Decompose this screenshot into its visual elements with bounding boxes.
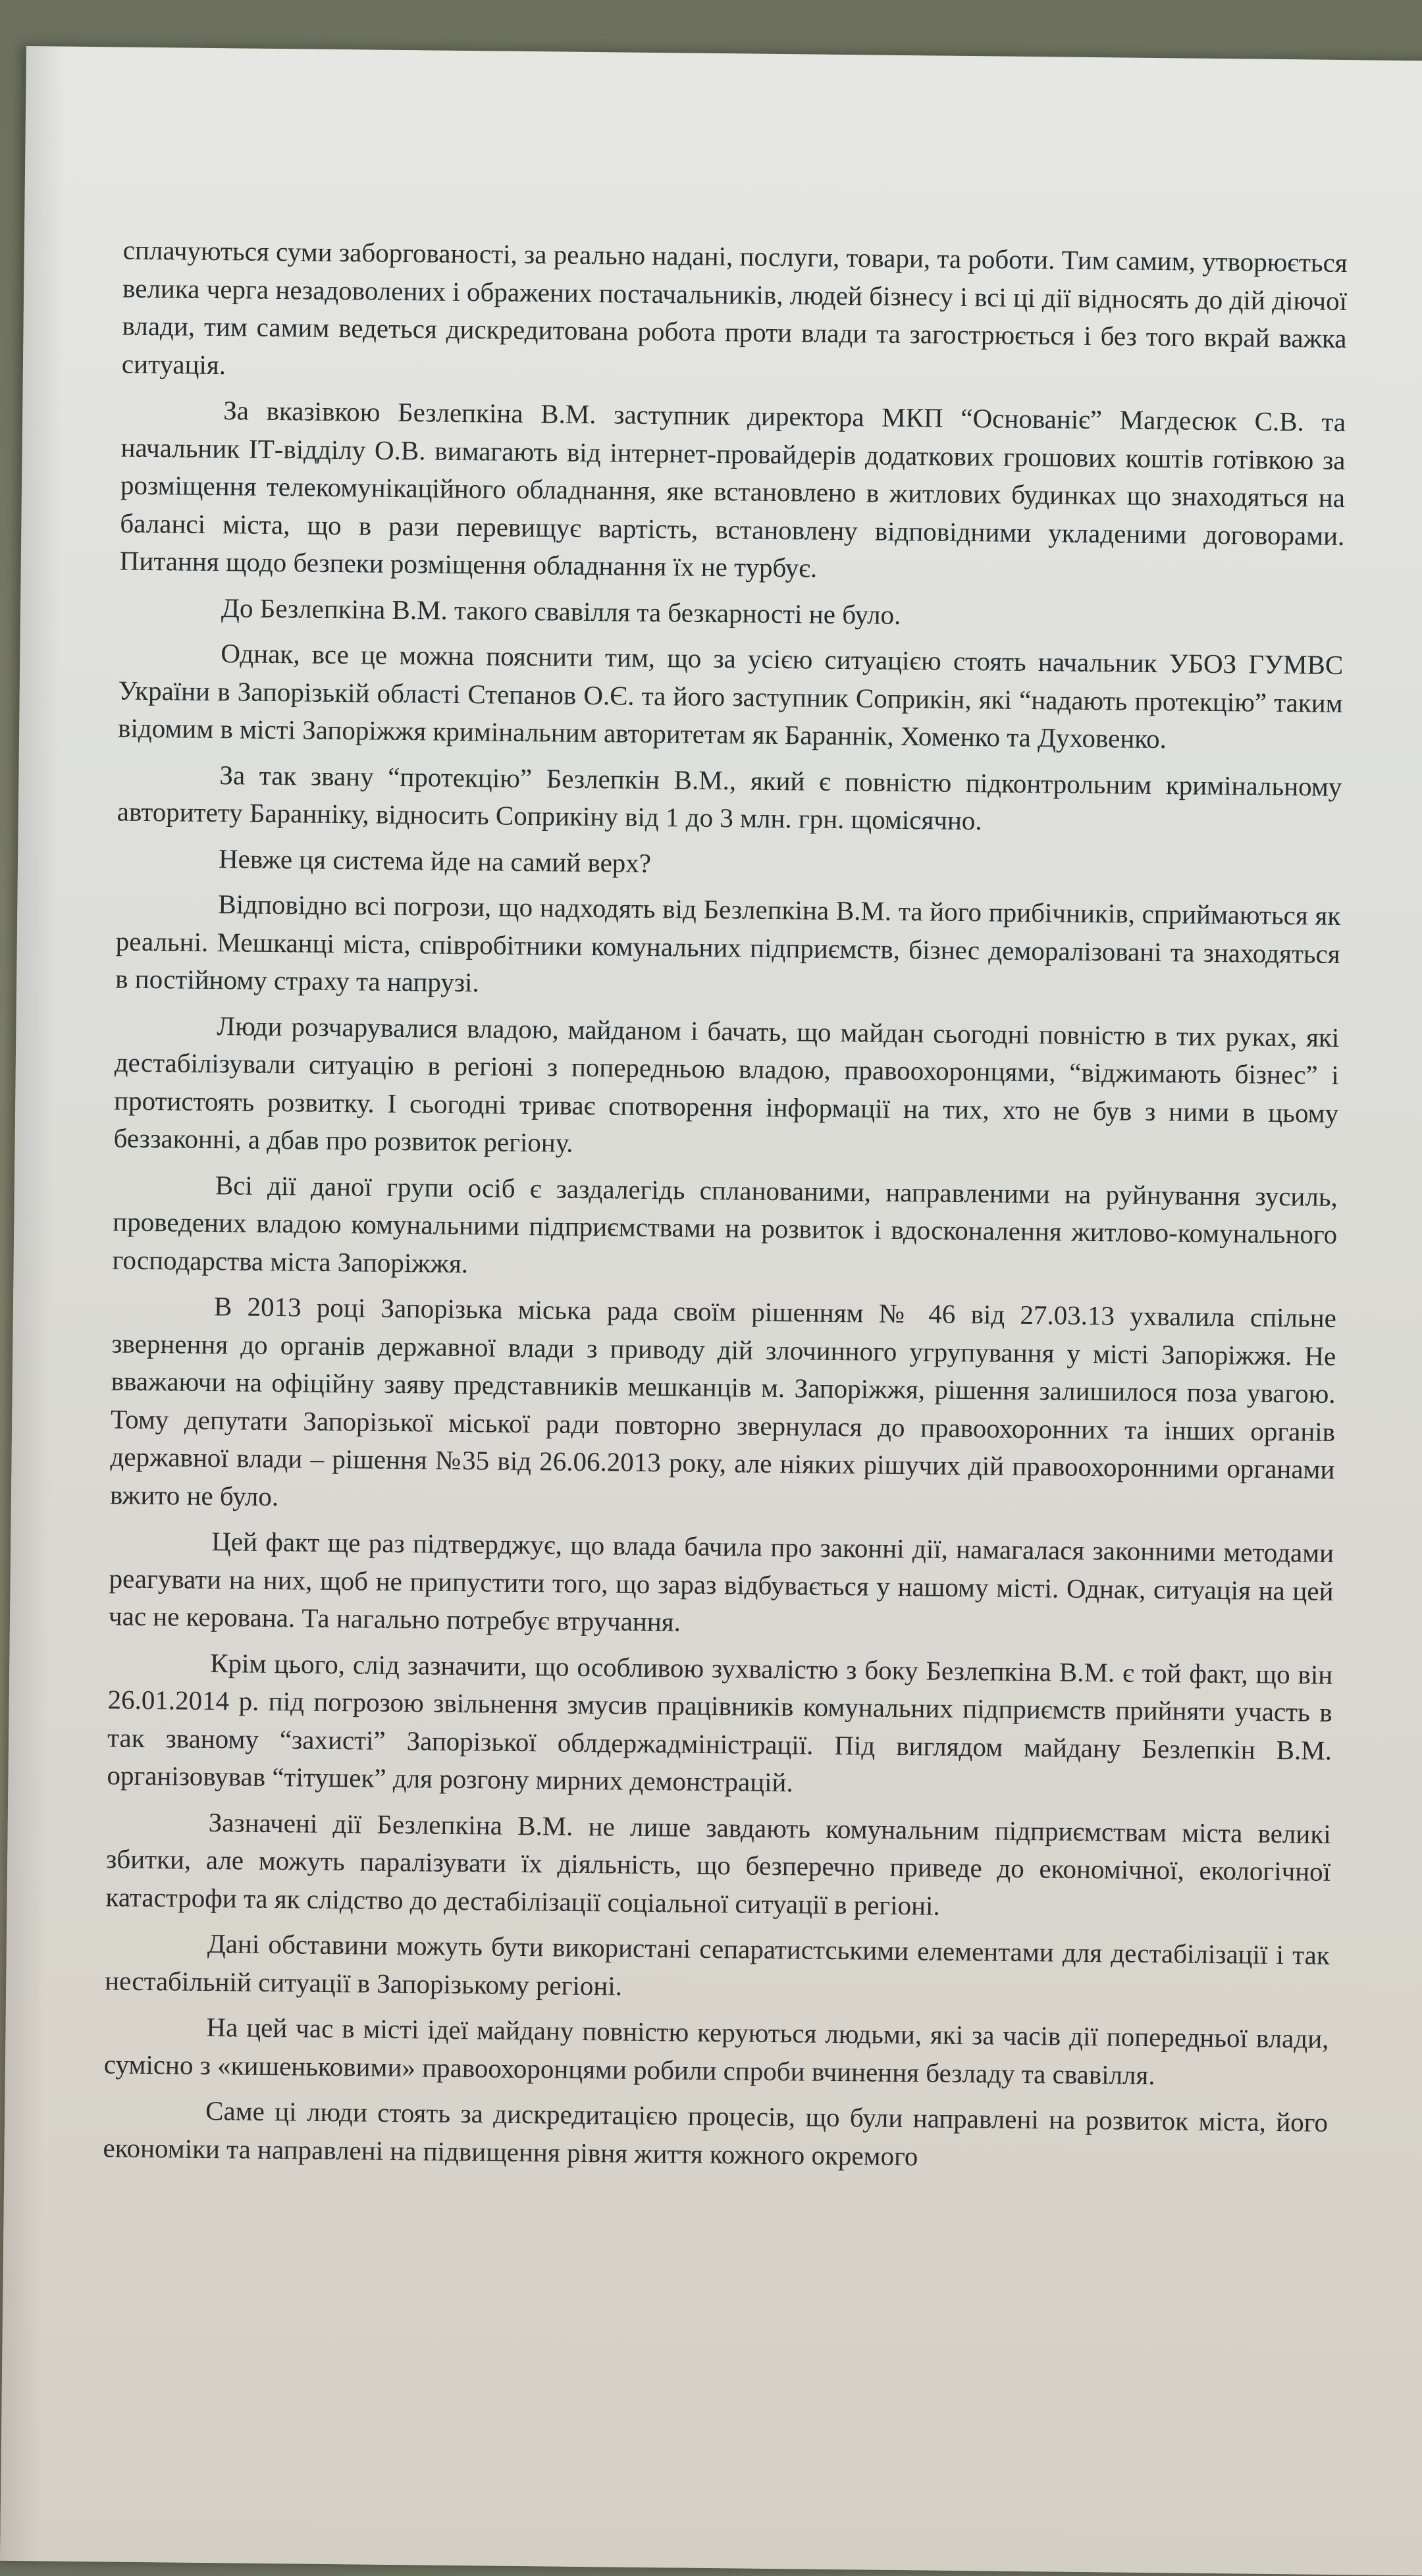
paragraph-2: За вказівкою Безлепкіна В.М. заступник директора МКП “Основаніє” Магдесюк С.В. та начальник ІТ-відділу О.В. вимагають від інтернет-провайдерів додаткових грошових коштів готівкою за розміщення телекомунікаційного обладнання, яке встановлено в житлових будинках що знаходяться на балансі міста, що в рази перевищує вартість, встановлену відповідними укладеними договорами. Питання щодо безпеки розміщення обладнання їх не турбує. [119, 395, 1346, 583]
paragraph-8: Люди розчарувалися владою, майданом і бачать, що майдан сьогодні повністю в тих руках, які дестабілізували ситуацію в регіоні з попередньою владою, правоохоронцями, “віджимають бізнес” і протистоять розвитку. І сьогодні триває спотворення інформації на тих, хто не був з ними в цьому беззаконні, а дбав про розвиток регіону. [113, 1010, 1340, 1158]
letter-body [103, 232, 1348, 2188]
paragraph-1: сплачуються суми заборгованості, за реально надані, послуги, товари, та роботи. Тим самим, утворюється велика черга незадоволених і ображених постачальників, людей бізнесу і всі ці дії відносять до дій діючої влади, тим самим ведеться дискредитована робота проти влади та загострюється і без того вкрай важка ситуація. [121, 234, 1348, 380]
paragraph-16: Саме ці люди стоять за дискредитацією процесів, що були направлені на розвиток міста, його економіки та направлені на підвищення рівня життя кожного окремого [103, 2095, 1329, 2171]
paragraph-15: На цей час в місті ідеї майдану повністю керуються людьми, які за часів дії попередньої влади, сумісно з «кишеньковими» правоохоронцями робили спроби вчинення безладу та свавілля. [103, 2012, 1329, 2090]
paragraph-11: Цей факт ще раз підтверджує, що влада бачила про законні дії, намагалася законними методами реагувати на них, щоб не припустити того, що зараз відбувається у нашому місті. Однак, ситуація на цей час не керована. Та нагально потребує втручання. [108, 1526, 1334, 1637]
paragraph-10: В 2013 році Запорізька міська рада своїм рішенням № 46 від 27.03.13 ухвалила спільне звернення до органів державної влади з приводу дій злочинного угрупування у місті Запоріжжя. Не вважаючи на офіційну заяву представників мешканців м. Запоріжжя, рішення залишилося поза увагою. Тому депутати Запорізької міської ради повторно звернулася до правоохоронних та інших органів державної влади – рішення №35 від 26.06.2013 року, але ніяких рішучих дій правоохоронними органами вжито не було. [109, 1291, 1337, 1511]
paragraph-9: Всі дії даної групи осіб є заздалегідь спланованими, направленими на руйнування зусиль, проведених владою комунальними підприємствами на розвиток і вдосконалення житлово-комунального господарства міста Запоріжжя. [112, 1169, 1338, 1278]
paper-sheet [0, 46, 1422, 2576]
paragraph-5: За так звану “протекцію” Безлепкін В.М., який є повністю підконтрольним кримінальному авторитету Баранніку, відносить Соприкіну від 1 до 3 млн. грн. щомісячно. [117, 759, 1342, 836]
paragraph-7: Відповідно всі погрози, що надходять від Безлепкіна В.М. та його прибічників, сприймаються як реальні. Мешканці міста, співробітники комунальних підприємств, бізнес деморалізовані та знаходяться в постійному страху та напрузі. [115, 889, 1341, 998]
paragraph-6: Невже ця система йде на самий верх? [218, 843, 652, 878]
paragraph-4: Однак, все це можна пояснити тим, що за усією ситуацією стоять начальник УБОЗ ГУМВС України в Запорізькій області Степанов О.Є. та його заступник Соприкін, які “надають протекцію” таким відомим в місті Запоріжжя кримінальним авторитетам як Бараннік, Хоменко та Духовенко. [117, 638, 1344, 754]
page-shadow [0, 46, 66, 2561]
paragraph-3: До Безлепкіна В.М. такого свавілля та безкарності не було. [221, 592, 901, 630]
paragraph-13: Зазначені дії Безлепкіна В.М. не лише завдають комунальним підприємствам міста великі збитки, але можуть паралізувати їх діяльність, що безперечно приведе до економічної, екологічної катастрофи та як слідство до дестабілізації соціальної ситуації в регіоні. [105, 1806, 1331, 1921]
paragraph-12: Крім цього, слід зазначити, що особливою зухвалістю з боку Безлепкіна В.М. є той факт, що він 26.01.2014 р. під погрозою звільнення змусив працівників комунальних підприємств прийняти участь в так званому “захисті” Запорізької облдержадміністрації. Під виглядом майдану Безлепкін В.М. організовував “тітушек” для розгону мирних демонстрацій. [107, 1647, 1333, 1798]
paragraph-14: Дані обставини можуть бути використані сепаратистськими елементами для дестабілізації і так нестабільній ситуації в Запорізькому регіоні. [105, 1928, 1330, 2001]
